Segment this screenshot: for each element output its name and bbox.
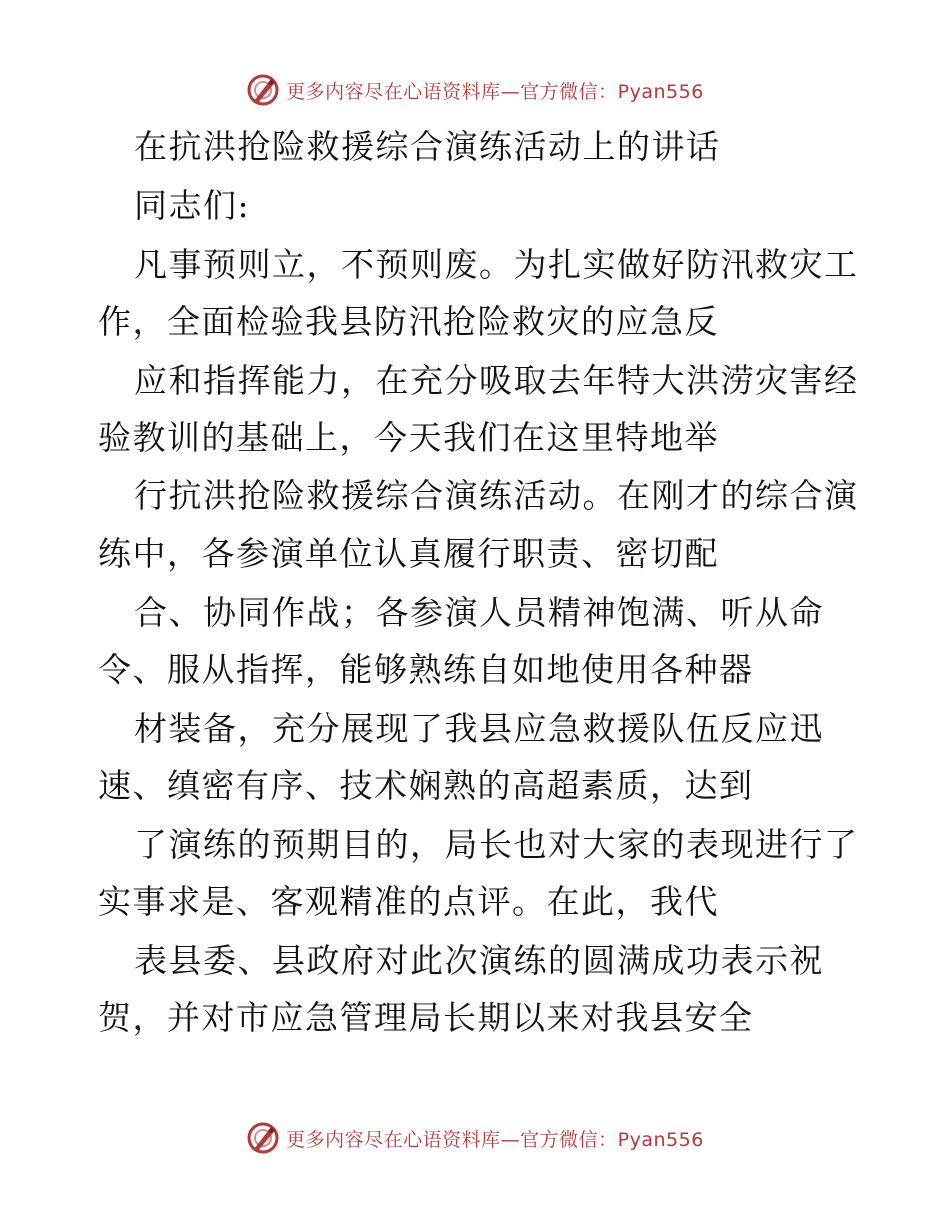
header-watermark-banner — [0, 70, 950, 110]
pen-logo-icon — [246, 73, 280, 107]
paragraph-line: 实事求是、客观精准的点评。在此，我代 — [98, 882, 719, 921]
paragraph-line: 速、缜密有序、技术娴熟的高超素质，达到 — [98, 766, 754, 805]
paragraph-line: 令、服从指挥，能够熟练自如地使用各种器 — [98, 650, 754, 689]
paragraph-line: 了演练的预期目的，局长也对大家的表现进行了 — [134, 825, 859, 864]
paragraph-line: 验教训的基础上，今天我们在这里特地举 — [98, 418, 719, 457]
pen-logo-icon — [246, 1121, 280, 1155]
paragraph-line: 练中，各参演单位认真履行职责、密切配 — [98, 534, 719, 573]
banner-text: 更多内容尽在心语资料库—官方微信：Pyan556 — [286, 80, 704, 103]
paragraph-line: 贺，并对市应急管理局长期以来对我县安全 — [98, 998, 754, 1037]
paragraph-line: 合、协同作战；各参演人员精神饱满、听从命 — [134, 593, 824, 632]
paragraph-line: 行抗洪抢险救援综合演练活动。在刚才的综合演 — [134, 476, 859, 515]
paragraph-line: 凡事预则立，不预则废。为扎实做好防汛救灾工 — [134, 245, 859, 284]
salutation: 同志们: — [134, 186, 251, 225]
document-title: 在抗洪抢险救援综合演练活动上的讲话 — [134, 127, 721, 166]
banner-text: 更多内容尽在心语资料库—官方微信：Pyan556 — [286, 1128, 704, 1151]
paragraph-line: 材装备，充分展现了我县应急救援队伍反应迅 — [134, 709, 824, 748]
paragraph-line: 作，全面检验我县防汛抢险救灾的应急反 — [98, 302, 719, 341]
paragraph-line: 应和指挥能力，在充分吸取去年特大洪涝灾害经 — [134, 361, 859, 400]
footer-watermark-banner — [0, 1118, 950, 1158]
paragraph-line: 表县委、县政府对此次演练的圆满成功表示祝 — [134, 941, 824, 980]
